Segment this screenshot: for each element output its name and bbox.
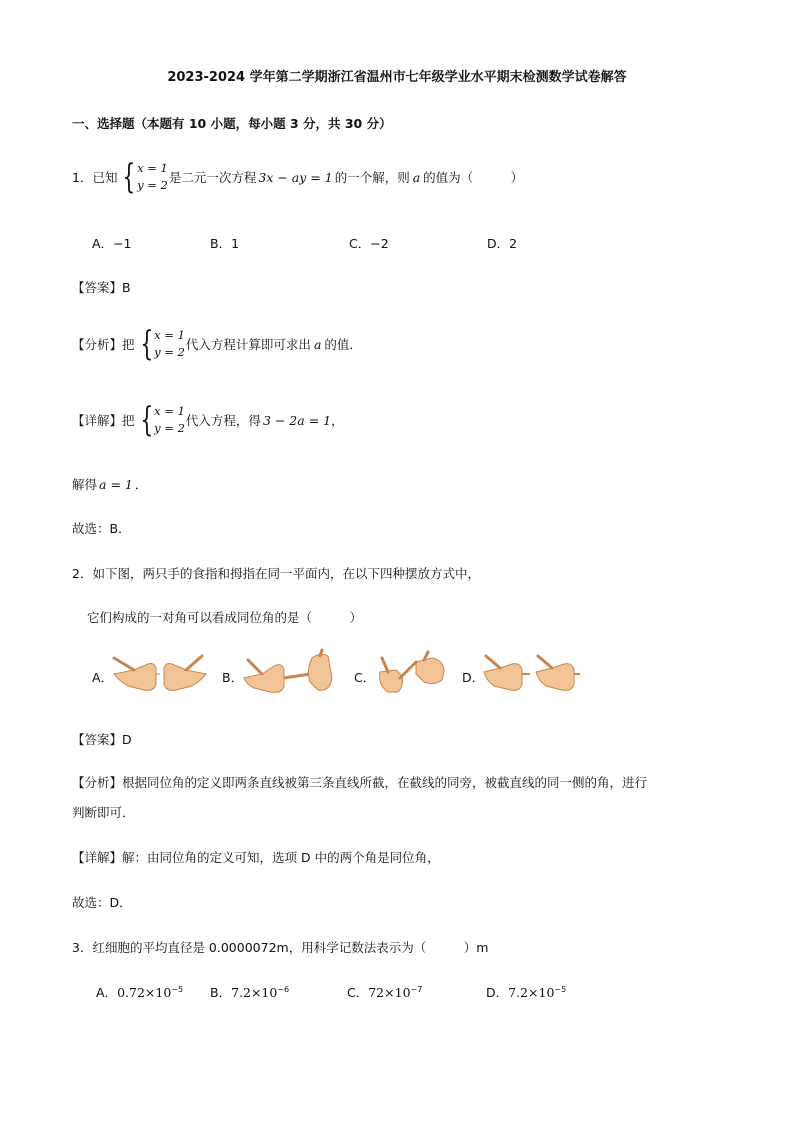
detail-equation: 3 − 2a = 1 xyxy=(262,412,332,428)
detail-text: ， xyxy=(331,413,344,428)
q2-analysis: 【分析】根据同位角的定义即两条直线被第三条直线所截，在截线的同旁，被截直线的同一侧的角，进行 xyxy=(72,775,648,790)
hands-option-b-image xyxy=(240,648,346,698)
question-2-stem-line2: 它们构成的一对角可以看成同位角的是（ ） xyxy=(87,610,363,625)
option-exponent: −7 xyxy=(410,984,423,994)
right-hand-shape xyxy=(164,664,206,691)
right-hand-shape xyxy=(308,654,332,690)
q1-solve xyxy=(72,475,147,493)
section-heading: 一、选择题（本题有 10 小题，每小题 3 分，共 30 分） xyxy=(72,116,392,131)
analysis-text: 的值． xyxy=(324,337,362,352)
left-index xyxy=(284,674,310,678)
left-thumb xyxy=(114,658,134,670)
left-hand-shape xyxy=(380,670,403,692)
detail-text: 代入方程，得 xyxy=(185,413,261,428)
q1-stem-text: 1．已知 xyxy=(72,170,118,185)
system-line: x = 1 xyxy=(154,404,185,418)
left-hand-shape xyxy=(114,664,156,691)
q3-option-a xyxy=(96,983,183,1001)
brace-icon: { xyxy=(122,157,136,197)
q2-option-a-label: A． xyxy=(92,670,114,685)
q3-option-c xyxy=(347,983,422,1001)
q1-choose: 故选：B． xyxy=(72,521,131,536)
q2-detail: 【详解】解：由同位角的定义可知，选项 D 中的两个角是同位角， xyxy=(72,850,440,865)
option-label: D． xyxy=(486,985,509,1000)
variable-a: a xyxy=(412,169,421,185)
hands-option-a-image xyxy=(110,650,210,698)
q1-analysis xyxy=(72,324,362,364)
option-base: 72×10 xyxy=(368,985,411,1000)
analysis-text: 【分析】把 xyxy=(72,337,135,352)
q1-option-b: B．1 xyxy=(210,236,240,251)
option-exponent: −6 xyxy=(277,984,290,994)
right-thumb xyxy=(538,656,552,668)
left-thumb xyxy=(486,656,500,668)
q1-option-c: C．−2 xyxy=(349,236,389,251)
q2-analysis-line2: 判断即可． xyxy=(72,805,135,820)
solve-text: ． xyxy=(134,477,148,492)
right-index xyxy=(408,662,416,670)
detail-text: 【详解】把 xyxy=(72,413,135,428)
equation-system xyxy=(118,157,168,197)
q1-equation: 3x − ay = 1 xyxy=(258,169,333,185)
q2-answer: 【答案】D xyxy=(72,732,132,747)
option-base: 7.2×10 xyxy=(231,985,278,1000)
option-label: B． xyxy=(210,985,232,1000)
hands-option-c-image xyxy=(372,648,452,698)
system-line: x = 1 xyxy=(137,161,168,175)
q3-option-b xyxy=(210,983,289,1001)
left-hand-shape xyxy=(244,665,284,693)
option-label: A． xyxy=(96,985,118,1000)
q1-option-a: A．−1 xyxy=(92,236,132,251)
q1-detail xyxy=(72,400,344,440)
q2-option-d-label: D． xyxy=(462,670,485,685)
question-2-stem: 2．如下图，两只手的食指和拇指在同一平面内，在以下四种摆放方式中， xyxy=(72,566,480,581)
option-label: C． xyxy=(347,985,369,1000)
q1-stem-text: 是二元一次方程 xyxy=(168,170,257,185)
q3-option-d xyxy=(486,983,566,1001)
analysis-text: 代入方程计算即可求出 xyxy=(185,337,311,352)
equation-system xyxy=(136,324,185,364)
system-line: y = 2 xyxy=(154,421,185,435)
left-index xyxy=(382,658,388,672)
question-1-stem xyxy=(72,157,524,197)
q2-option-c-label: C． xyxy=(354,670,376,685)
brace-icon: { xyxy=(139,400,153,440)
q1-stem-text: 的值为（ ） xyxy=(423,170,524,185)
system-line: y = 2 xyxy=(154,345,185,359)
q2-choose: 故选：D． xyxy=(72,895,132,910)
right-hand-shape xyxy=(536,664,574,691)
q1-answer: 【答案】B xyxy=(72,280,131,295)
variable-a: a xyxy=(313,336,322,352)
solve-text: 解得 xyxy=(72,477,98,492)
q1-option-d: D．2 xyxy=(487,236,518,251)
right-thumb xyxy=(320,650,322,656)
right-hand-shape xyxy=(416,658,444,684)
option-base: 7.2×10 xyxy=(508,985,555,1000)
right-thumb xyxy=(186,656,202,670)
q1-stem-text: 的一个解，则 xyxy=(334,170,410,185)
question-3-stem: 3．红细胞的平均直径是 0.0000072m，用科学记数法表示为（ ）m xyxy=(72,940,489,955)
option-base: 0.72×10 xyxy=(117,985,172,1000)
system-line: x = 1 xyxy=(154,328,185,342)
system-line: y = 2 xyxy=(137,178,168,192)
left-hand-shape xyxy=(484,664,522,691)
option-exponent: −5 xyxy=(171,984,184,994)
brace-icon: { xyxy=(139,324,153,364)
hands-option-d-image xyxy=(480,650,584,698)
solve-equation: a = 1 xyxy=(99,477,133,492)
q2-option-b-label: B． xyxy=(222,670,244,685)
option-exponent: −5 xyxy=(554,984,567,994)
left-thumb xyxy=(248,660,262,674)
page-title: 2023-2024 学年第二学期浙江省温州市七年级学业水平期末检测数学试卷解答 xyxy=(167,70,627,85)
equation-system xyxy=(136,400,185,440)
